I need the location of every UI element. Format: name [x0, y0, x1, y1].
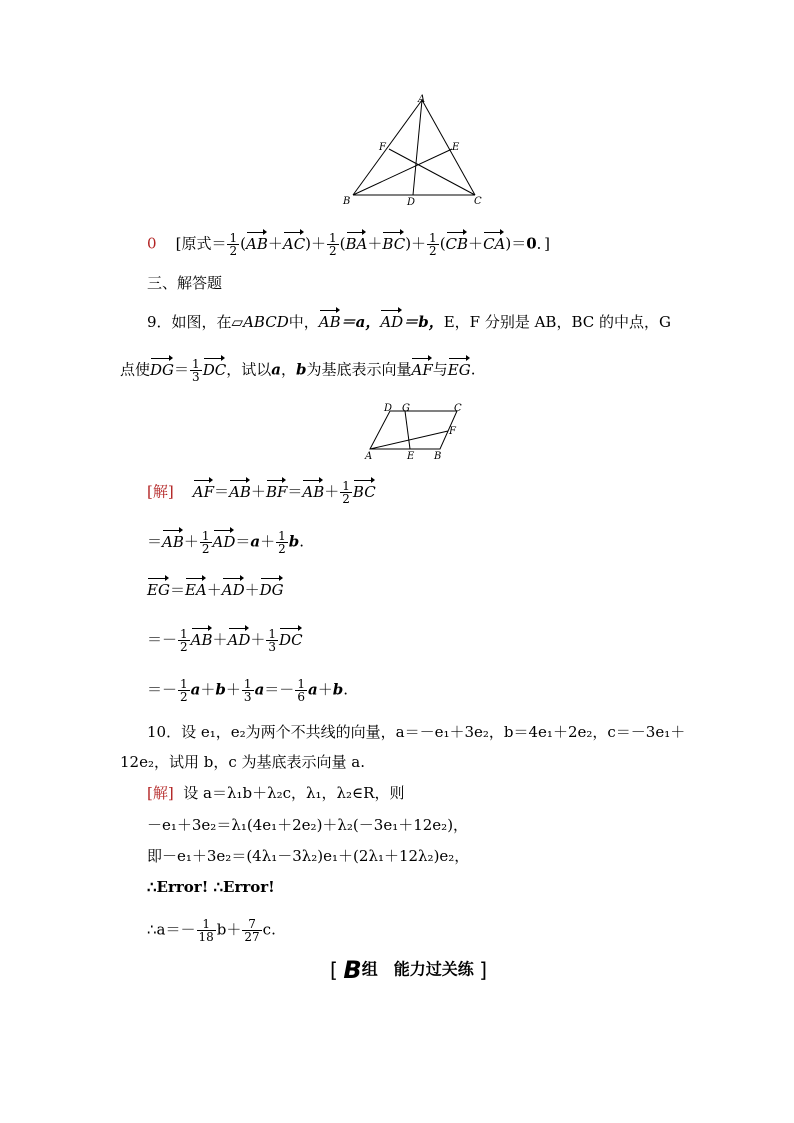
group-label: 组 能力过关练 — [361, 959, 474, 979]
triangle-figure — [340, 92, 490, 212]
solution-tag: [解] — [147, 784, 174, 802]
q8-answer-line: 0 [原式＝ $\frac{1}{2}$ (AB＋AC)＋ $\frac{1}{2}$ (BA＋BC)＋ $\frac{1}{2}$ (CB＋CA)＝0．] — [147, 231, 551, 258]
q10-line1: 10．设 e₁，e₂为两个不共线的向量，a＝－e₁＋3e₂，b＝4e₁＋2e₂，c＝－3e₁＋ — [147, 723, 686, 741]
label-D: D — [384, 403, 393, 414]
group-letter: B — [343, 956, 362, 984]
label-F: F — [379, 142, 386, 153]
section-heading: 三、解答题 — [147, 274, 223, 292]
label-E: E — [407, 451, 415, 462]
label-B: B — [434, 451, 442, 462]
sol9-line4: ＝－ $\frac{1}{2}$ AB＋AD＋ $\frac{1}{3}$ DC — [147, 627, 303, 654]
q8-answer-value: 0 — [147, 234, 157, 253]
label-E: E — [452, 142, 460, 153]
label-G: G — [402, 403, 410, 414]
q10-line2: 12e₂，试用 b，c 为基底表示向量 a. — [120, 753, 365, 771]
label-B: B — [343, 196, 351, 207]
sol10-line4: ∴Error! ∴Error! — [147, 878, 275, 896]
group-b-banner: [ B组 能力过关练 ] — [330, 956, 488, 984]
sol9-line5: ＝－ $\frac{1}{2}$ a＋b＋ $\frac{1}{3}$ a＝－ $\frac{1}{6}$ a＋b. — [147, 677, 348, 704]
sol10-line2: －e₁＋3e₂＝λ₁(4e₁＋2e₂)＋λ₂(－3e₁＋12e₂)， — [147, 816, 469, 834]
parallelogram-figure — [362, 400, 472, 465]
sol9-line3: EG＝EA＋AD＋DG — [147, 581, 284, 599]
label-F: F — [449, 426, 456, 437]
label-C: C — [454, 403, 462, 414]
label-A: A — [365, 451, 373, 462]
sol10-line5: ∴a＝－ $\frac{1}{18}$ b＋ $\frac{7}{27}$ c. — [147, 917, 276, 944]
label-A: A — [418, 94, 426, 105]
solution-tag: [解] — [147, 482, 174, 501]
q9-line1: 9．如图，在▱ABCD中，AB＝a，AD＝b，E，F 分别是 AB，BC 的中点，G — [147, 313, 671, 331]
q9-line2: 点使DG＝ $\frac{1}{3}$ DC，试以a，b为基底表示向量AF与EG. — [120, 357, 476, 384]
sol10-line1: [解] 设 a＝λ₁b＋λ₂c，λ₁，λ₂∈R，则 — [147, 784, 405, 802]
label-C: C — [474, 196, 482, 207]
label-D: D — [407, 197, 416, 208]
sol9-line2: ＝AB＋ $\frac{1}{2}$ AD＝a＋ $\frac{1}{2}$ b. — [147, 529, 305, 556]
sol10-line3: 即－e₁＋3e₂＝(4λ₁－3λ₂)e₁＋(2λ₁＋12λ₂)e₂， — [147, 847, 470, 865]
sol9-line1: [解] AF＝AB＋BF＝AB＋ $\frac{1}{2}$ BC — [147, 479, 376, 506]
